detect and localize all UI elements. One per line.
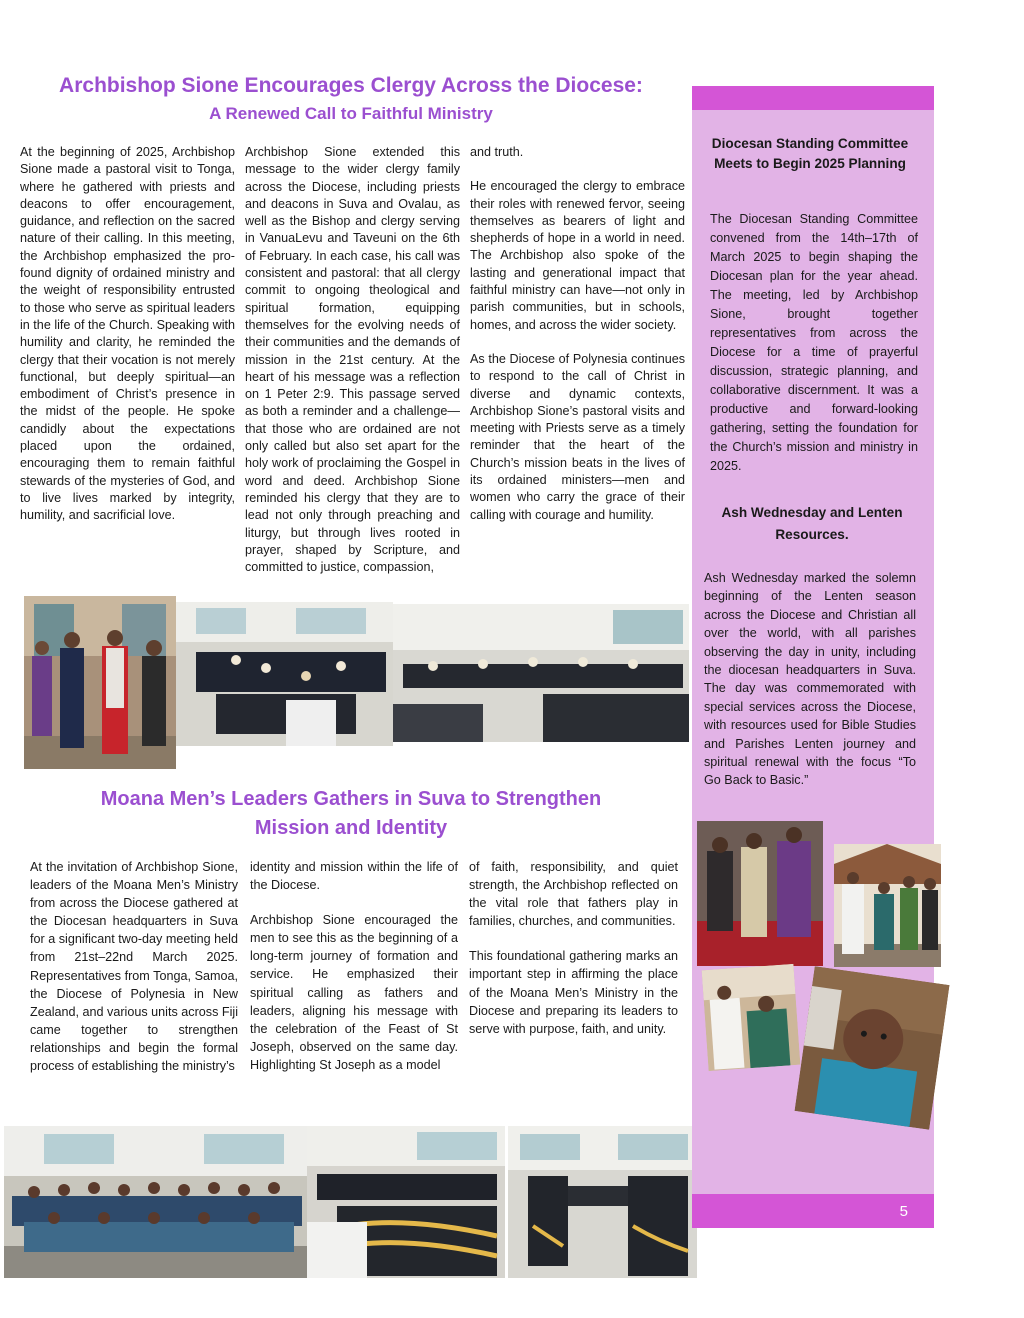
article2-col2-para2: Archbishop Sione encouraged the men to see this as the beginning of a long-term journey of formation and service. He emphasized their spiritual calling as fathers and leaders, aligning his message with the celebration of the Feast of St Joseph, observed on the same day. Highlighting St Joseph as a model — [250, 913, 458, 1072]
article1-col3-para2: He encouraged the clergy to embrace their roles with renewed fervor, seeing themselves as bearers of light and shepherds of hope in a world in need. The Archbishop also spoke of the lasting and generational impact that faithful ministry can have—not only in parish communities, but in schools, homes, and across the wider society. — [470, 179, 685, 332]
photo-clergy-meeting-2 — [393, 604, 689, 742]
photo-clergy-group-tonga — [24, 596, 176, 769]
article2-col3-para1: of faith, responsibility, and quiet strength, the Archbishop reflected on the vital role that fathers play in families, churches, and communities. — [469, 860, 678, 929]
photo-moana-men-group — [4, 1126, 307, 1278]
photo-moana-men-meeting-1 — [307, 1126, 505, 1278]
photo-clergy-meeting-1 — [176, 602, 393, 746]
photo-ash-wednesday-clergy — [834, 844, 941, 967]
article1-column-3 — [470, 144, 685, 541]
photo-moana-men-meeting-2 — [508, 1126, 697, 1278]
article2-col1-text: At the invitation of Archbishop Sione, leaders of the Moana Men’s Ministry from across the Diocese gathered at the Diocesan headquarters in Suva for a significant two-day meeting held from 21st–22nd March 2025. Representatives from Tonga, Samoa, the Diocese of Polynesia in New Zealand, and various units across Fiji came together to strengthen relationships and begin the formal process of establishing the ministry’s — [30, 860, 238, 1074]
article2-col3-para2: This foundational gathering marks an important step in affirming the place of the Moana Men’s Ministry in the Diocese and preparing its leaders to serve with purpose, faith, and unity. — [469, 949, 678, 1036]
article1-column-2 — [245, 144, 460, 593]
sidebar-heading-standing-committee: Diocesan Standing Committee Meets to Begin 2025 Planning — [711, 136, 909, 171]
photo-child-portrait — [795, 966, 950, 1130]
sidebar-heading-ash-wednesday: Ash Wednesday and Lenten Resources. — [721, 505, 903, 542]
sidebar-top-bar — [692, 86, 934, 110]
article1-col3-para1: and truth. — [470, 145, 524, 159]
page-number: 5 — [899, 1203, 908, 1220]
article1-title: Archbishop Sione Encourages Clergy Across the Diocese: — [59, 74, 643, 97]
article1-col1-text: At the beginning of 2025, Archbishop Sione made a pastoral visit to Tonga, where he gathered with priests and deacons to offer encouragement, guidance, and reflection on the sacred nature of their calling. In this meeting, the Archbishop emphasized the pro-found dignity of ordained ministry and the weight of responsibility entrusted to those who serve as spiritual leaders in the life of the Church. Speaking with humility and clarity, he reminded the clergy that their vocation is not merely functional, but deeply spiritual—an embodiment of Christ’s presence in the midst of the people. He spoke candidly about the expectations placed upon the ordained, encouraging them to remain faithful stewards of the mysteries of God, and to live lives marked by integrity, humility, and sacrificial love. — [20, 145, 235, 523]
sidebar-bottom-bar — [692, 1194, 934, 1228]
article2-title: Moana Men’s Leaders Gathers in Suva to Strengthen — [100, 788, 602, 810]
photo-ash-wednesday-service — [697, 821, 823, 966]
article2-subtitle: Mission and Identity — [254, 817, 448, 839]
article1-col3-para3: As the Diocese of Polynesia continues to respond to the call of Christ in diverse and dynamic contexts, Archbishop Sione’s pastoral visits and meeting with Priests serve as a timely reminder that the heart of the Church’s mission beats in the lives of its ordained ministers—men and women who carry the grace of their calling with courage and humility. — [470, 351, 685, 522]
article2-column-2 — [250, 858, 458, 1091]
article2-column-3 — [469, 858, 678, 1055]
article1-column-1 — [20, 144, 235, 542]
article1-subtitle: A Renewed Call to Faithful Ministry — [209, 104, 493, 123]
article1-col2-text: Archbishop Sione extended this message to the wider clergy family across the Diocese, including priests and deacons in Suva and Ovalau, as well as the Bishop and clergy serving in VanuaLevu and Taveuni on the 6th of February. In each case, his call was consistent and pastoral: that all clergy commit to ongoing theological and spiritual formation, equipping themselves for the evolving needs of their communities and the demands of mission in the 21st century. At the heart of his message was a reflection on 1 Peter 2:9. This passage served as both a reminder and a challenge—that those who are ordained are not only called but also set apart for the holy work of proclaiming the Gospel in word and deed. Archbishop Sione reminded his clergy that they are to lead not only through preaching and liturgy, but through lives rooted in prayer, shaped by Scripture, and committed to justice, compassion, — [245, 145, 460, 575]
sidebar-text-standing-committee: The Diocesan Standing Committee convened from the 14th–17th of March 2025 to begin shaping the Diocesan plan for the year ahead. The meeting, led by Archbishop Sione, brought together representatives from across the Diocese for a time of prayerful discussion, strategic planning, and collaborative discernment. It was a productive and forward-looking gathering, setting the foundation for the Church’s mission and ministry in 2025. — [710, 212, 918, 473]
photo-ash-imposition — [702, 964, 801, 1071]
article2-col2-para1: identity and mission within the life of the Diocese. — [250, 860, 458, 893]
article2-column-1 — [30, 858, 238, 1092]
sidebar-text-ash-wednesday: Ash Wednesday marked the solemn beginning of the Lenten season across the Diocese and Christian all over the world, with all parishes observing the day in unity, including the diocesan headquarters in Suva. The day was commemorated with special services across the Diocese, with resources used for Bible Studies and Parishes Lenten journey and spiritual renewal with the focus “To Go Back to Basic.” — [704, 571, 916, 788]
